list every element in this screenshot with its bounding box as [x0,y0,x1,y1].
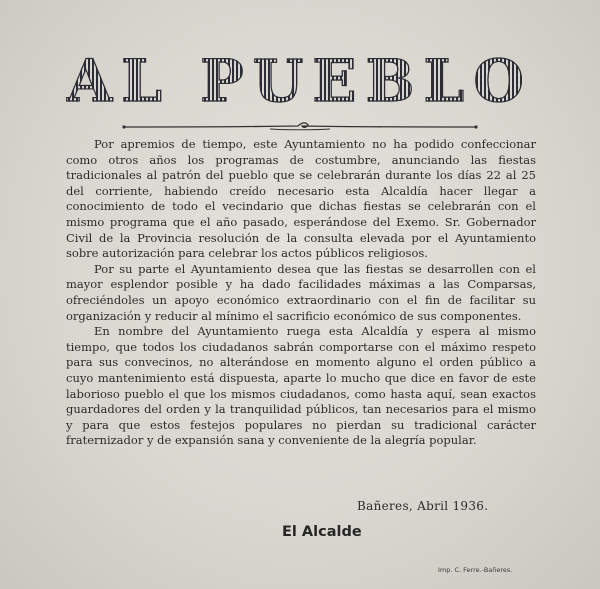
date-line: Bañeres, Abril 1936. [357,499,489,513]
ornament-divider-icon [120,118,480,132]
paragraph-3: En nombre del Ayuntamiento ruega esta Alcaldía y espera al mismo tiempo, que todos los ciudadanos sabrán comportarse con el máximo respeto para sus convecinos, no alterándose en momento alguno el orden público a cuyo mantenimiento está dispuesta, aparte lo mucho que dice en favor de este laborioso pueblo el que los mismos ciudadanos, como hasta aquí, sean exactos guardadores del orden y la tranquilidad públicos, tan necesarios para el mismo y para que estos festejos populares no pierdan su tradicional carácter fraternizador y de expansión sana y conveniente de la alegría popular. [66,324,536,448]
notice-body [66,137,536,449]
paragraph-2: Por su parte el Ayuntamiento desea que las fiestas se desarrollen con el mayor esplendor posible y ha dado facilidades máximas a las Comparsas, ofreciéndoles un apoyo económico extraordinario con el fin de facilitar su organización y reducir al mínimo el sacrificio económico de sus componentes. [66,261,536,323]
paragraph-1: Por apremios de tiempo, este Ayuntamiento no ha podido confeccionar como otros años los programas de costumbre, anunciando las fiestas tradicionales al patrón del pueblo que se celebrarán durante los días 22 al 25 del corriente, habiendo creído necesario esta Alcaldía hacer llegar a conocimiento de todo el vecindario que dichas fiestas se celebrarán con el mismo programa que el año pasado, esperándose del Exemo. Sr. Gobernador Civil de la Provincia resolución de la consulta elevada por el Ayuntamiento sobre autorización para celebrar los actos públicos religiosos. [66,137,536,261]
poster-title: AL PUEBLO [0,46,600,116]
signature: El Alcalde [282,524,362,540]
printer-imprint: Imp. C. Ferre.-Bañeres. [438,566,513,574]
